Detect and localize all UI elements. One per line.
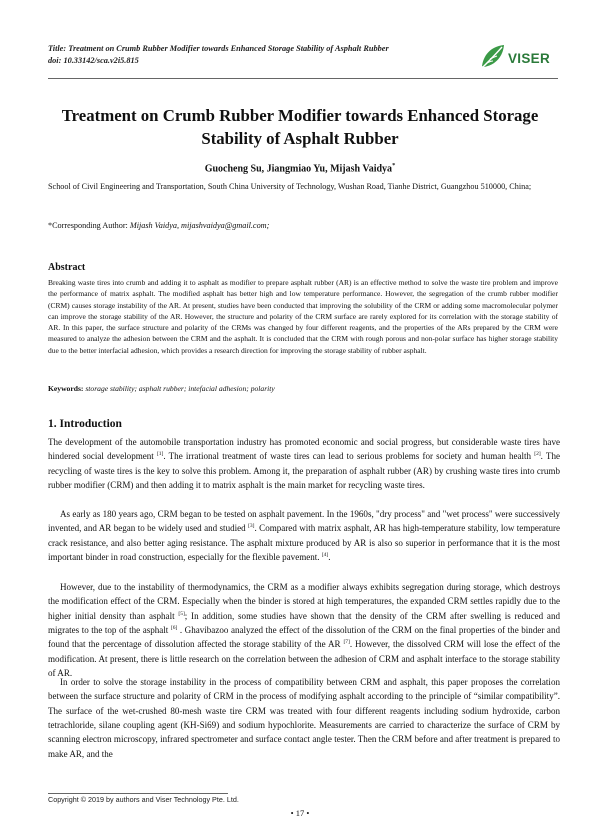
footer-rule: [48, 793, 228, 794]
intro-paragraph-4: In order to solve the storage instability in the process of compatibility between CRM and asphalt, this paper proposes the correlation between the surface structure and polarity of CRM in the process of modifying asphalt according to the principle of “similar compatibility”. The surface of the wet-crushed 80-mesh waste tire CRM was treated with four different reagents including sodium hydroxide, carbon tetrachloride, silane coupling agent (KH-Si69) and sodium hypochlorite. Measurements are carried to characterize the surface of CRM by scanning electron microscopy, infrared spectrometer and surface contact angle tester. Then the CRM before and after treatment is prepared to make AR, and the: [48, 677, 560, 759]
affiliation: School of Civil Engineering and Transportation, South China University of Technology, Wushan Road, Tianhe District, Guangzhou 510000, China;: [48, 182, 532, 191]
intro-paragraph-3: However, due to the instability of thermodynamics, the CRM as a modifier always exhibits segregation during storage, which destroys the modification effect of the CRM. Especially when the binder is stored at high temperatures, the expanded CRM settles rapidly due to the higher initial density than asphalt [5]; In addition, some studies have shown that the density of the CRM after swelling is reduced and migrates to the top of the asphalt [6] . Ghavibazoo analyzed the effect of the dissolution of the CRM on the final properties of the binder and found that the percentage of dissolution affected the storage stability of the AR [7]. However, the dissolved CRM will lose the effect of the modification. At present, there is little research on the correlation between the adhesion of CRM and asphalt interface to the storage stability of AR.: [48, 582, 560, 679]
logo-wordmark: VISER: [508, 51, 551, 66]
abstract-heading: Abstract: [48, 262, 86, 273]
intro-paragraph-2: As early as 180 years ago, CRM began to be tested on asphalt pavement. In the 1960s, "dry process" and "wet process" were successively invented, and AR began to be widely used and studied [3]. Compared with matrix asphalt, AR has high-temperature stability, low temperature crack resistance, and also better aging resistance. The asphalt mixture produced by AR is also so superior in performance that it is the most important binder in road construction, especially for the flexible pavement. [4].: [48, 509, 560, 563]
intro-paragraph-1: The development of the automobile transportation industry has promoted economic and social progress, but considerable waste tires have hindered social development [1]. The irrational treatment of waste tires can lead to serious problems for society and human health [2]. The recycling of waste tires is the key to solve this problem. Among it, the preparation of asphalt rubber (AR) by crushing waste tires into crumb rubber modifier (CRM) and then adding it to matrix asphalt is the main market for recycling waste tires.: [48, 437, 560, 491]
abstract-text: Breaking waste tires into crumb and adding it to asphalt as modifier to prepare asphalt rubber (AR) is an effective method to solve the waste tire problem and improve the performance of matrix asphalt. The modified asphalt has better high and low temperature performance. However, the segregation of the crumb rubber modifier (CRM) causes storage instability of the AR. At present, studies have been conducted that improving the solubility of the CRM or adding some macromolecular polymer can improve the storage stability of the AR. However, the structure and polarity of the CRM surface are rarely explored for its correlation with the storage stability of AR. In this paper, the surface structure and polarity of the CRMs was changed by four different reagents, and the properties of the ARs prepared by the CRM were measured to analyze the adhesion between the CRM and the asphalt. It is concluded that the CRM with rough porous and non-polar surface has higher storage stability due to the better interfacial adhesion, which provides a research direction for improving the storage stability of rubber asphalt.: [48, 278, 558, 355]
viser-leaf-icon: [478, 42, 508, 72]
publisher-logo: [478, 42, 558, 72]
doi[interactable]: doi: 10.33142/sca.v2i5.815: [48, 56, 139, 65]
paper-title: Treatment on Crumb Rubber Modifier towards Enhanced Storage Stability of Asphalt Rubber: [61, 106, 539, 148]
authors: Guocheng Su, Jiangmiao Yu, Mijash Vaidya*: [204, 162, 396, 175]
header-rule: [48, 78, 558, 79]
running-title: Title: Treatment on Crumb Rubber Modifier towards Enhanced Storage Stability of Asphalt Rubber: [48, 44, 389, 53]
copyright: Copyright © 2019 by authors and Viser Technology Pte. Ltd.: [48, 795, 239, 804]
corresponding-author: *Corresponding Author: Mijash Vaidya, mijashvaidya@gmail.com;: [48, 221, 270, 230]
keywords: Keywords: storage stability; asphalt rubber; intefacial adhesion; polarity: [48, 384, 275, 393]
page-number: • 17 •: [290, 808, 310, 818]
section-heading-introduction: 1. Introduction: [48, 418, 122, 430]
